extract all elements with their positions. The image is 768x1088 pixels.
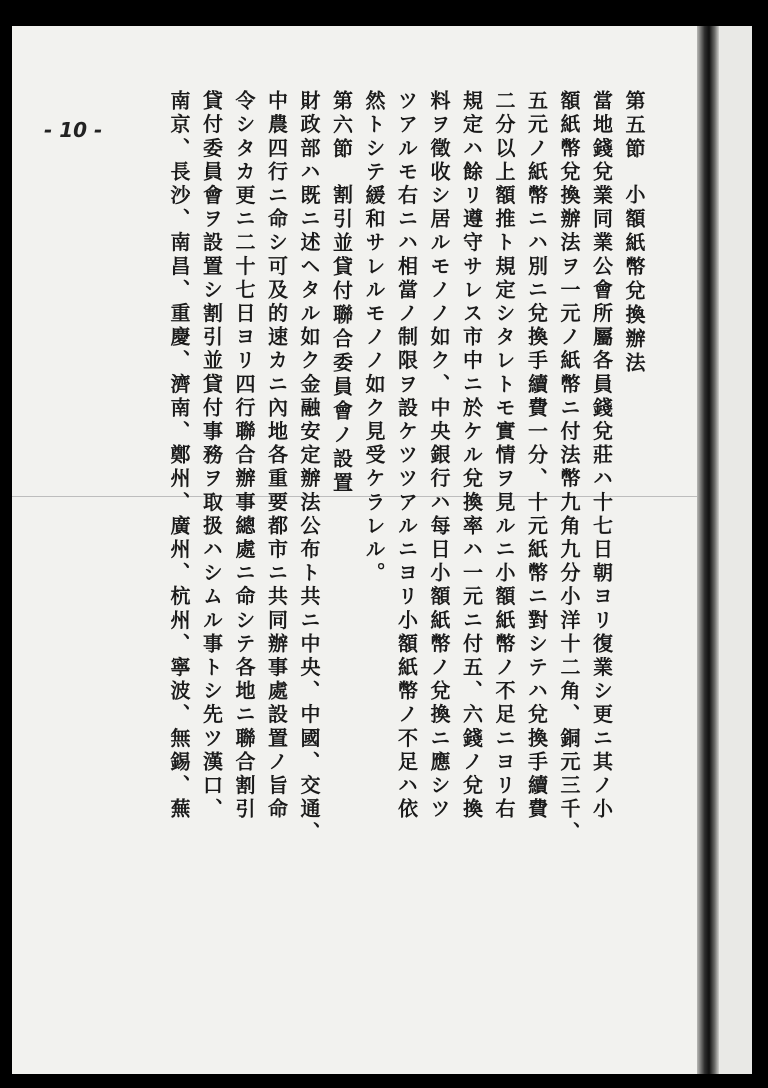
section6-heading-title: 割引並貸付聯合委員會ノ設置 xyxy=(329,184,354,496)
section5-line: 然トシテ緩和サレルモノノ如ク見受ケラレル。 xyxy=(362,90,386,586)
section5-line: 五元ノ紙幣ニハ別ニ兌換手續費一分、十元紙幣ニ對シテハ兌換手續費 xyxy=(524,90,549,822)
section5-heading xyxy=(618,90,651,990)
section6-line: 財政部ハ既ニ述ヘタル如ク金融安定辦法公布ト共ニ中央、中國、交通、 xyxy=(297,90,321,846)
section5-line: 料ヲ徵收シ居ルモノノ如ク、中央銀行ハ每日小額紙幣ノ兌換ニ應シツ xyxy=(427,90,451,822)
section6-heading xyxy=(325,90,358,990)
page-edge-strip xyxy=(719,26,752,1074)
section6-line: 令シタカ更ニ二十七日ヨリ四行聯合辦事總處ニ命シテ各地ニ聯合割引 xyxy=(232,90,256,822)
section6-line: 貸付委員會ヲ設置シ割引並貸付事務ヲ取扱ハシムル事トシ先ツ漢口、 xyxy=(199,90,224,822)
page-number: - 10 - xyxy=(44,118,103,142)
section5-heading-label: 第五節 xyxy=(622,90,646,162)
section5-line: 二分以上額推ト規定シタレトモ實情ヲ見ルニ小額紙幣ノ不足ニヨリ右 xyxy=(492,90,516,822)
section5-line: 當地錢兌業同業公會所屬各員錢兌莊ハ十七日朝ヨリ復業シ更ニ其ノ小 xyxy=(589,90,614,822)
section5-line: 規定ハ餘リ遵守サレス市中ニ於ケル兌換率ハ一元ニ付五、六錢ノ兌換 xyxy=(459,90,484,822)
section5-heading-title: 小額紙幣兌換辦法 xyxy=(622,184,646,376)
section5-line: ツアルモ右ニハ相當ノ制限ヲ設ケツツアルニヨリ小額紙幣ノ不足ハ依 xyxy=(394,90,419,822)
section6-line: 中農四行ニ命シ可及的速カニ內地各重要都市ニ共同辦事處設置ノ旨命 xyxy=(264,90,289,822)
section6-heading-label: 第六節 xyxy=(329,90,354,162)
section6-line: 南京、長沙、南昌、重慶、濟南、鄭州、廣州、杭州、寧波、無錫、蕪 xyxy=(167,90,191,822)
binding-spine xyxy=(697,26,719,1074)
section5-line: 額紙幣兌換辦法ヲ一元ノ紙幣ニ付法幣九角九分小洋十二角、銅元三千、 xyxy=(557,90,581,846)
document-body xyxy=(80,90,650,990)
